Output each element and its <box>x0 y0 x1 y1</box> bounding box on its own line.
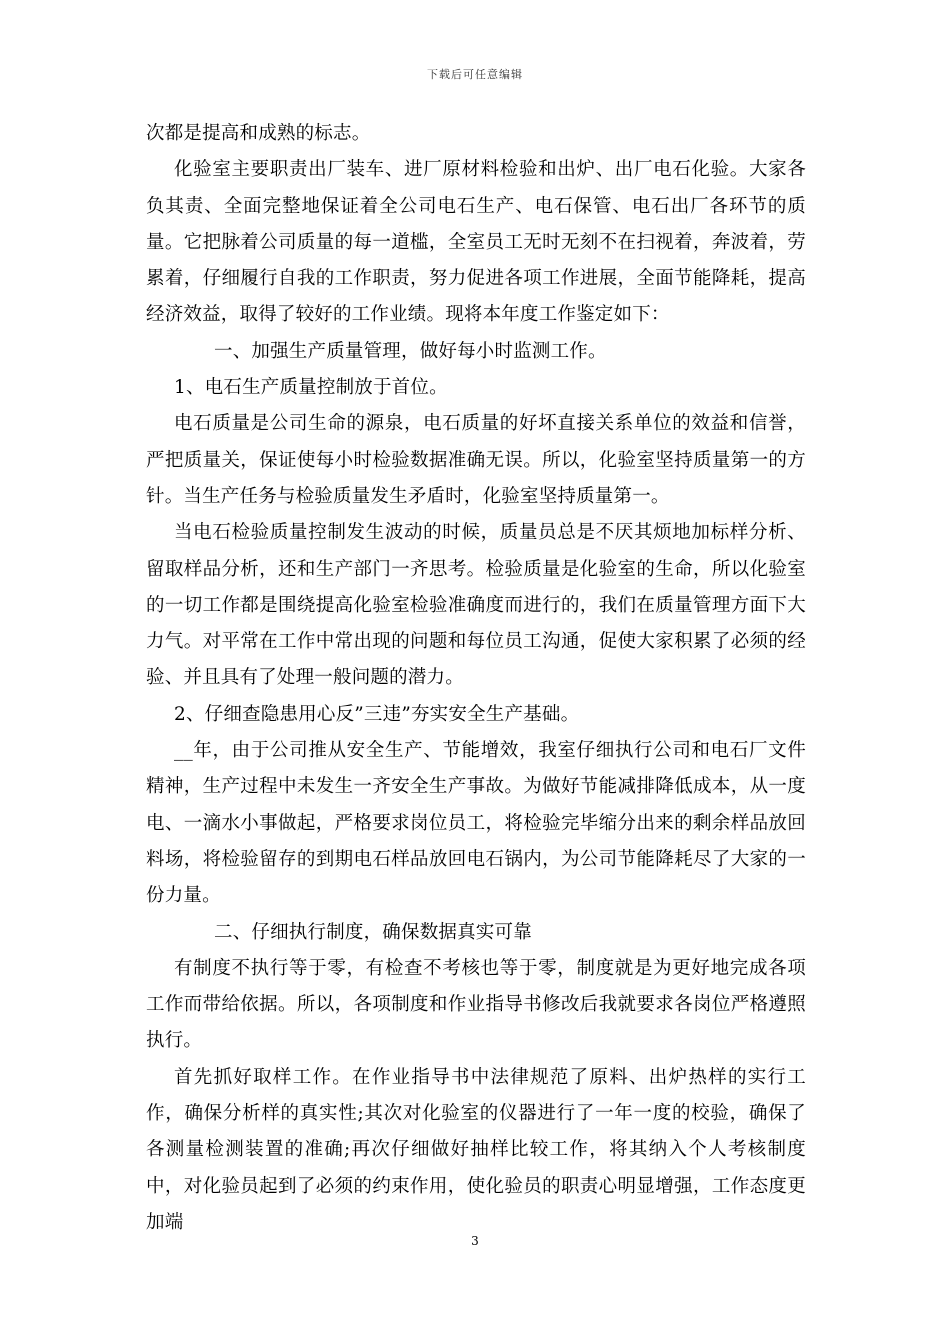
page-header: 下载后可任意编辑 <box>427 68 523 81</box>
document-body <box>146 116 806 1241</box>
subheading-2: 2、仔细查隐患用心反”三违”夯实安全生产基础。 <box>174 703 580 725</box>
page-number: 3 <box>471 1234 479 1248</box>
paragraph-sampling: 首先抓好取样工作。在作业指导书中法律规范了原料、出炉热样的实行工作，确保分析样的真实性;其次对化验室的仪器进行了一年一度的校验，确保了各测量检测装置的准确;再次仔细做好抽样比较工作，将其纳入个人考核制度中，对化验员起到了必须的约束作用，使化验员的职责心明显增强，工作态度更加端 <box>146 1066 806 1233</box>
section-heading-1: 一、加强生产质量管理，做好每小时监测工作。 <box>214 340 607 362</box>
subheading-1: 1、电石生产质量控制放于首位。 <box>174 377 448 399</box>
paragraph-rules: 有制度不执行等于零，有检查不考核也等于零，制度就是为更好地完成各项工作而带给依据。所以，各项制度和作业指导书修改后我就要求各岗位严格遵照执行。 <box>146 957 806 1052</box>
paragraph-safety: __年，由于公司推从安全生产、节能增效，我室仔细执行公司和电石厂文件精神，生产过程中未发生一齐安全生产事故。为做好节能减排降低成本，从一度电、一滴水小事做起，严格要求岗位员工，将检验完毕缩分出来的剩余样品放回料场，将检验留存的到期电石样品放回电石锅内，为公司节能降耗尽了大家的一份力量。 <box>146 740 806 907</box>
paragraph-quality: 电石质量是公司生命的源泉，电石质量的好坏直接关系单位的效益和信誉，严把质量关，保证使每小时检验数据准确无误。所以，化验室坚持质量第一的方针。当生产任务与检验质量发生矛盾时，化验室坚持质量第一。 <box>146 413 806 507</box>
paragraph-lab-duties: 化验室主要职责出厂装车、进厂原材料检验和出炉、出厂电石化验。大家各负其责、全面完整地保证着全公司电石生产、电石保管、电石出厂各环节的质量。它把脉着公司质量的每一道槛，全室员工无时无刻不在扫视着，奔波着，劳累着，仔细履行自我的工作职责，努力促进各项工作进展，全面节能降耗，提高经济效益，取得了较好的工作业绩。现将本年度工作鉴定如下： <box>146 159 806 326</box>
paragraph-quality-control: 当电石检验质量控制发生波动的时候，质量员总是不厌其烦地加标样分析、留取样品分析，还和生产部门一齐思考。检验质量是化验室的生命，所以化验室的一切工作都是围绕提高化验室检验准确度而进行的，我们在质量管理方面下大力气。对平常在工作中常出现的问题和每位员工沟通，促使大家积累了必须的经验、并且具有了处理一般问题的潜力。 <box>146 522 806 689</box>
paragraph-continuation: 次都是提高和成熟的标志。 <box>146 123 371 144</box>
section-heading-2: 二、仔细执行制度，确保数据真实可靠 <box>214 921 532 943</box>
